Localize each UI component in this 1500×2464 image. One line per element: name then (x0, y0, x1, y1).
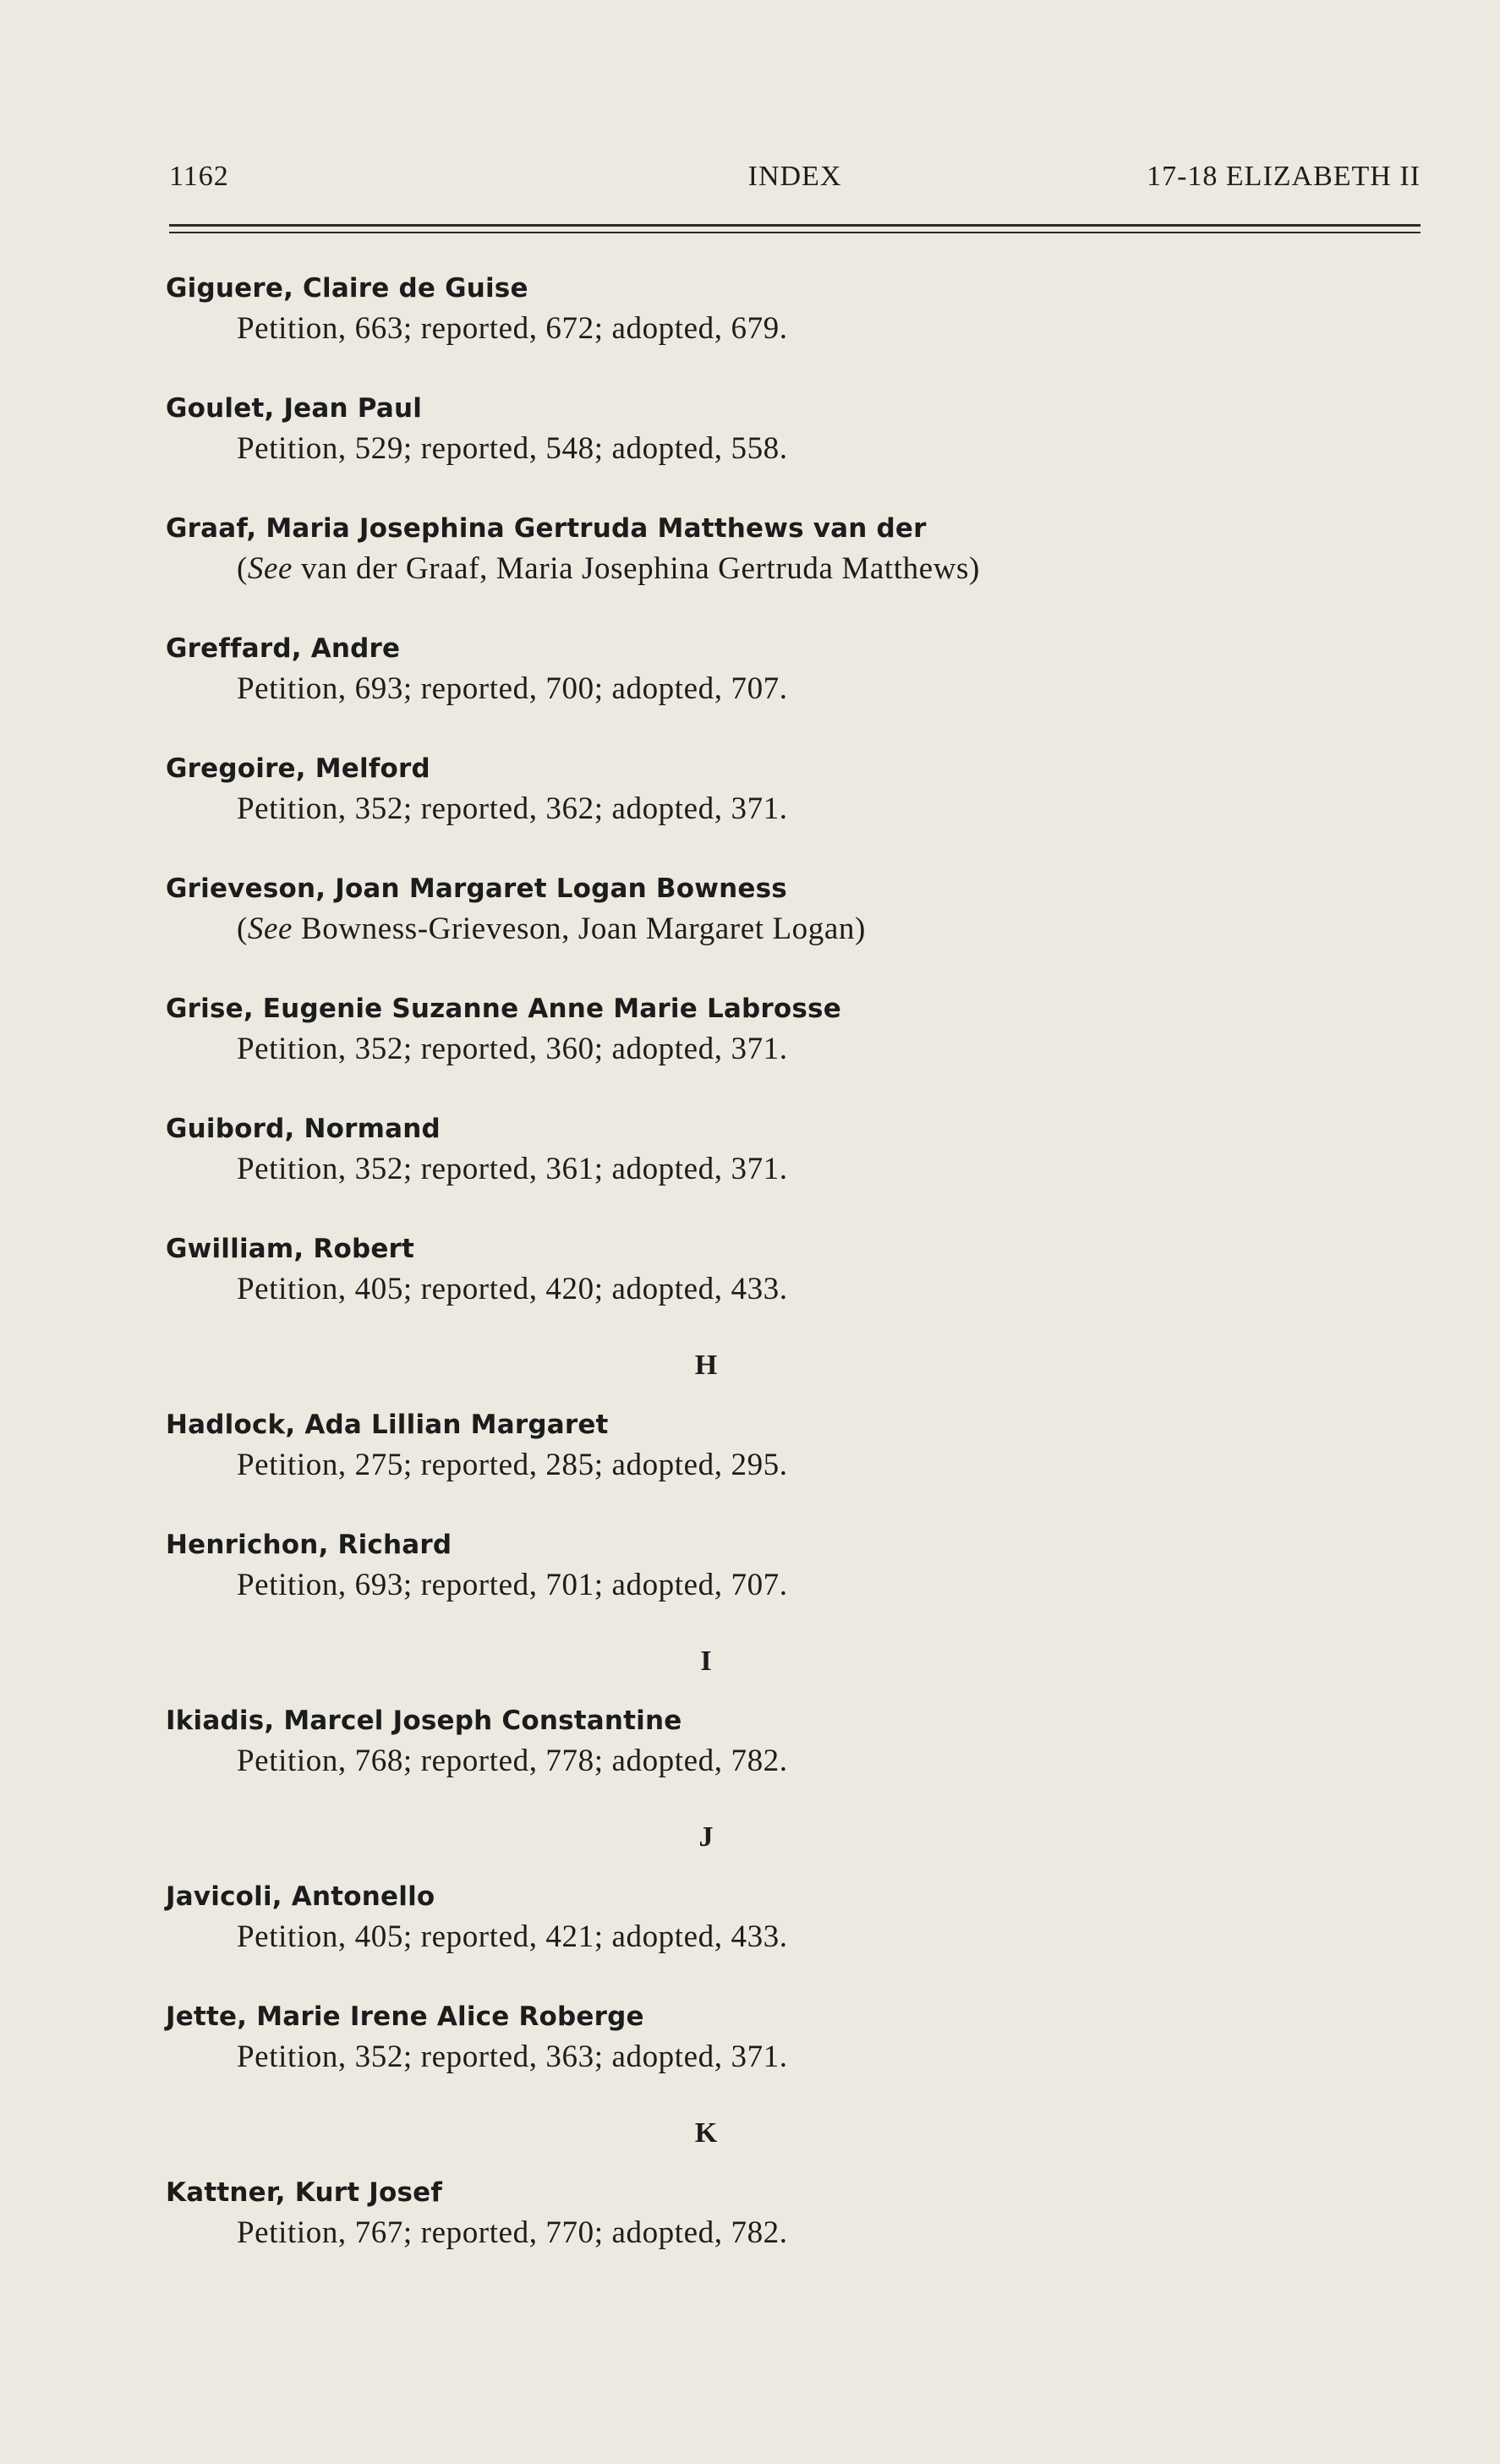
index-entry (166, 2173, 1349, 2254)
entry-detail: Petition, 405; reported, 420; adopted, 433. (237, 1272, 788, 1306)
header-rule-bottom (169, 232, 1421, 233)
header-rule-top (169, 224, 1421, 227)
entry-detail: Petition, 275; reported, 285; adopted, 295. (237, 1448, 788, 1482)
entry-name: Graaf, Maria Josephina Gertruda Matthews van der (166, 513, 927, 544)
section-letter-i: I (700, 1645, 712, 1677)
entry-detail: Petition, 663; reported, 672; adopted, 679. (237, 311, 788, 346)
entry-name: Gregoire, Melford (166, 753, 430, 784)
index-entry (166, 1877, 1349, 1958)
entry-name: Goulet, Jean Paul (166, 393, 423, 424)
volume-title: 17-18 ELIZABETH II (1147, 161, 1421, 192)
index-entry (166, 389, 1349, 470)
entry-detail: Petition, 405; reported, 421; adopted, 433. (237, 1919, 788, 1954)
entry-name: Grise, Eugenie Suzanne Anne Marie Labrosse (166, 994, 841, 1024)
index-entry (166, 629, 1349, 710)
entry-name: Gwilliam, Robert (166, 1234, 415, 1264)
index-entry (166, 1701, 1349, 1782)
entry-detail: Petition, 693; reported, 700; adopted, 707. (237, 671, 788, 706)
page-number: 1162 (169, 161, 229, 192)
index-entry (166, 989, 1349, 1070)
index-entry (166, 1525, 1349, 1607)
entry-cross-reference: (See Bowness-Grieveson, Joan Margaret Logan) (237, 912, 866, 946)
section-title: INDEX (747, 161, 842, 192)
see-label: See (247, 912, 293, 946)
index-entry (166, 1229, 1349, 1311)
entry-detail: Petition, 693; reported, 701; adopted, 707. (237, 1568, 788, 1602)
entry-name: Giguere, Claire de Guise (166, 273, 528, 304)
cross-reference-text: Bowness-Grieveson, Joan Margaret Logan) (300, 912, 866, 946)
index-entry (166, 1109, 1349, 1191)
index-entry (166, 869, 1349, 950)
entry-name: Hadlock, Ada Lillian Margaret (166, 1410, 609, 1440)
entry-detail: Petition, 768; reported, 778; adopted, 782. (237, 1744, 788, 1778)
entry-cross-reference: (See van der Graaf, Maria Josephina Gertruda Matthews) (237, 551, 980, 586)
entry-name: Guibord, Normand (166, 1114, 441, 1144)
see-label: See (247, 551, 293, 586)
entry-detail: Petition, 529; reported, 548; adopted, 558. (237, 431, 788, 466)
entry-name: Greffard, Andre (166, 633, 401, 664)
index-entry (166, 1997, 1349, 2078)
section-letter-h: H (694, 1350, 718, 1381)
index-entry (166, 269, 1349, 350)
entry-name: Javicoli, Antonello (166, 1881, 435, 1912)
entry-name: Grieveson, Joan Margaret Logan Bowness (166, 873, 787, 904)
entry-detail: Petition, 352; reported, 363; adopted, 371. (237, 2040, 788, 2074)
entry-name: Henrichon, Richard (166, 1530, 452, 1560)
page-header (169, 161, 1421, 203)
index-entry (166, 509, 1349, 590)
section-letter-j: J (698, 1821, 714, 1853)
section-letter-k: K (694, 2117, 718, 2149)
entry-name: Jette, Marie Irene Alice Roberge (166, 2001, 644, 2032)
index-entries (166, 269, 1349, 2293)
entry-detail: Petition, 352; reported, 360; adopted, 371. (237, 1032, 788, 1066)
entry-name: Ikiadis, Marcel Joseph Constantine (166, 1706, 682, 1736)
entry-name: Kattner, Kurt Josef (166, 2177, 443, 2208)
index-entry (166, 749, 1349, 830)
entry-detail: Petition, 352; reported, 362; adopted, 371. (237, 791, 788, 826)
cross-reference-text: van der Graaf, Maria Josephina Gertruda Matthews) (300, 551, 980, 586)
entry-detail: Petition, 767; reported, 770; adopted, 782. (237, 2215, 788, 2250)
index-entry (166, 1405, 1349, 1487)
entry-detail: Petition, 352; reported, 361; adopted, 371. (237, 1152, 788, 1186)
